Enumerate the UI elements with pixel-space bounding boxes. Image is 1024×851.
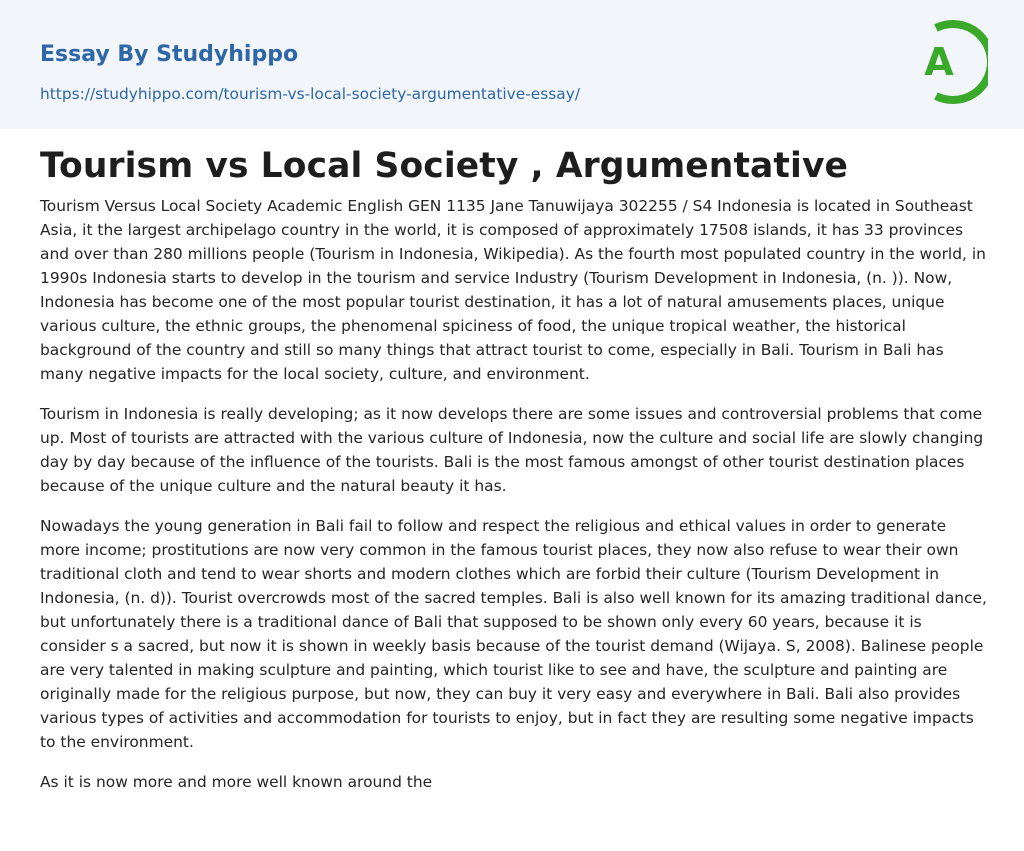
site-brand[interactable]: Essay By Studyhippo [40, 42, 299, 67]
essay-title: Tourism vs Local Society , Argumentative [40, 146, 849, 186]
studyhippo-logo-icon[interactable] [912, 18, 988, 106]
essay-paragraph: Nowadays the young generation in Bali fail to follow and respect the religious and ethical values in order to generate more income; prostitutions are now very common in the famous tourist places, they now also refuse to wear their own traditional cloth and tend to wear shorts and modern clothes which are forbid their culture (Tourism Development in Indonesia, (n. d)). Tourist overcrowds most of the sacred temples. Bali is also well known for its amazing traditional dance, but unfortunately there is a traditional dance of Bali that supposed to be shown only every 60 years, because it is consider s a sacred, but now it is shown in weekly basis because of the tourist demand (Wijaya. S, 2008). Balinese people are very talented in making sculpture and painting, which tourist like to see and have, the sculpture and painting are originally made for the religious purpose, but now, they can buy it very easy and everywhere in Bali. Bali also provides various types of activities and accommodation for tourists to enjoy, but in fact they are resulting some negative impacts to the environment. [40, 517, 987, 751]
essay-body [40, 194, 988, 810]
logo-letter: A [924, 40, 954, 84]
site-header [0, 0, 1024, 129]
essay-paragraph: Tourism Versus Local Society Academic English GEN 1135 Jane Tanuwijaya 302255 / S4 Indonesia is located in Southeast Asia, it the largest archipelago country in the world, it is composed of approximately 17508 islands, it has 33 provinces and over than 280 millions people (Tourism in Indonesia, Wikipedia). As the fourth most populated country in the world, in 1990s Indonesia starts to develop in the tourism and service Industry (Tourism Development in Indonesia, (n. )). Now, Indonesia has become one of the most popular tourist destination, it has a lot of natural amusements places, unique various culture, the ethnic groups, the phenomenal spiciness of food, the unique tropical weather, the historical background of the country and still so many things that attract tourist to come, especially in Bali. Tourism in Bali has many negative impacts for the local society, culture, and environment. [40, 197, 986, 383]
essay-url-link[interactable]: https://studyhippo.com/tourism-vs-local-society-argumentative-essay/ [40, 85, 581, 103]
essay-paragraph: Tourism in Indonesia is really developing; as it now develops there are some issues and controversial problems that come up. Most of tourists are attracted with the various culture of Indonesia, now the culture and social life are slowly changing day by day because of the influence of the tourists. Bali is the most famous amongst of other tourist destination places because of the unique culture and the natural beauty it has. [40, 405, 984, 495]
essay-paragraph: As it is now more and more well known around the [40, 773, 433, 791]
